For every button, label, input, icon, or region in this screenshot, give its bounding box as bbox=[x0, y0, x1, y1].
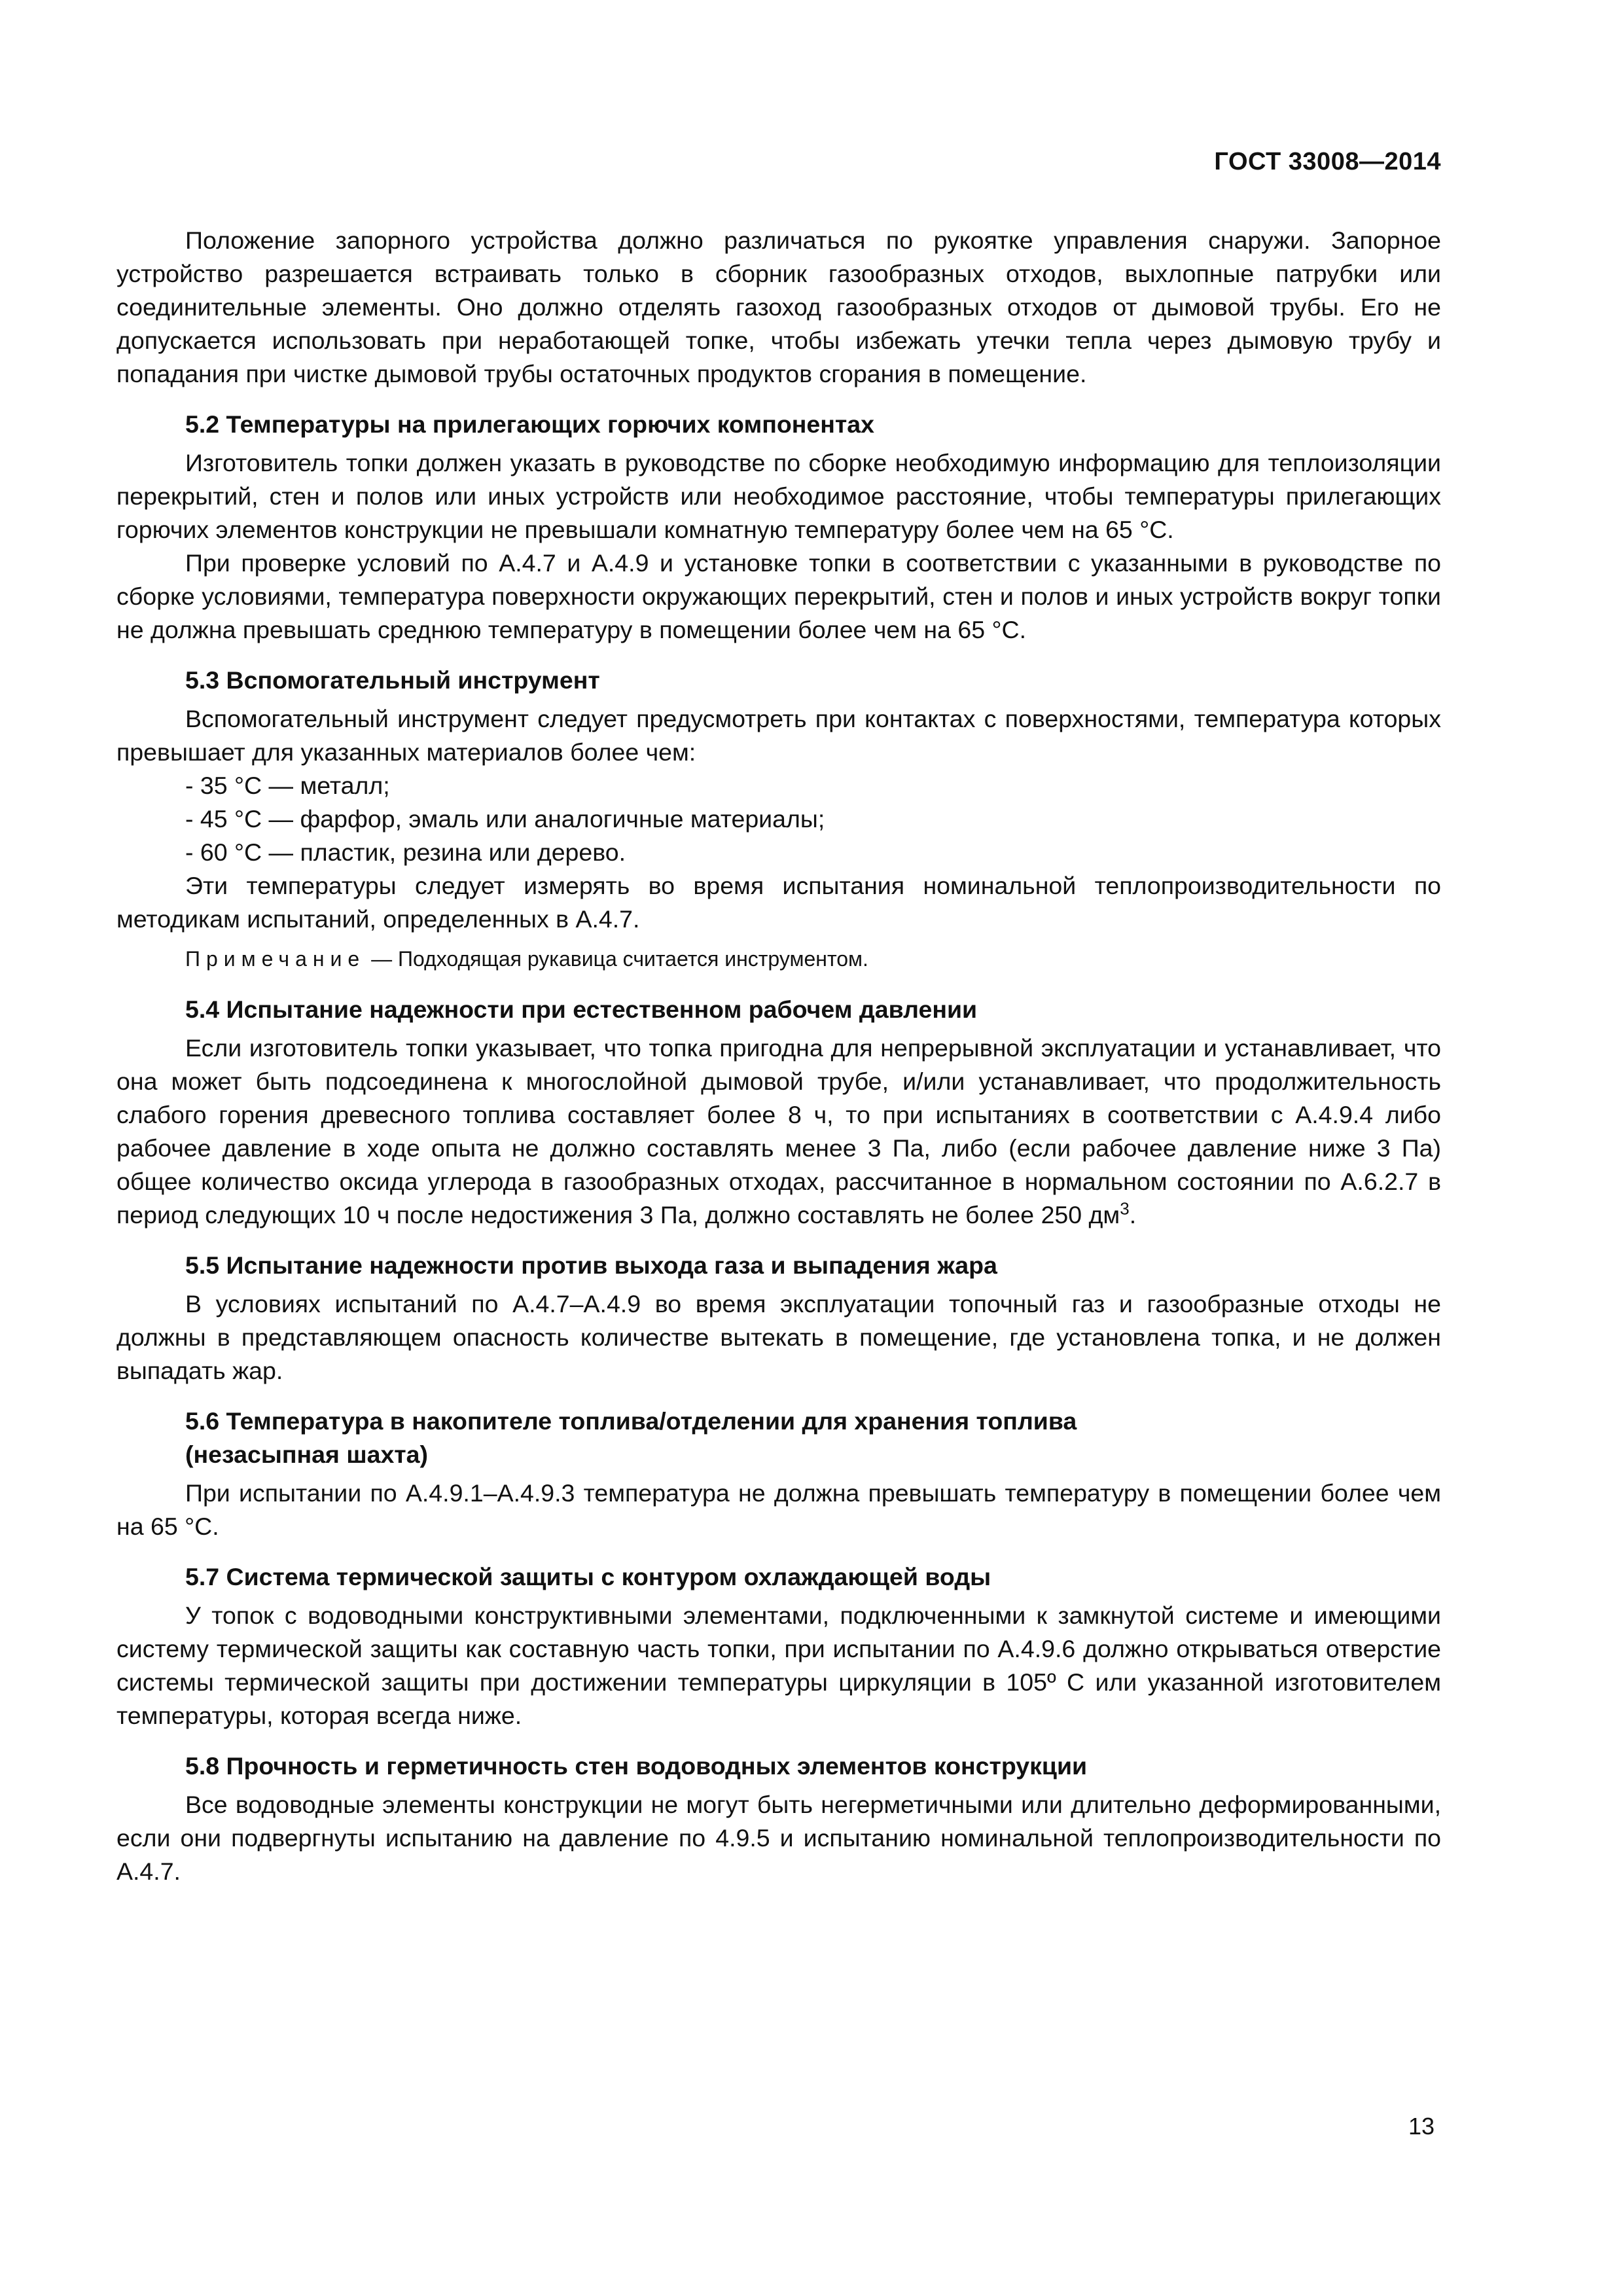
section-5-2-paragraph-1: Изготовитель топки должен указать в руководстве по сборке необходимую информацию для теплоизоляции перекрытий, стен и полов или иных устройств или необходимое расстояние, чтобы температуры прилегающих горючих элементов конструкции не превышали комнатную температуру более чем на 65 °С. bbox=[116, 449, 1441, 543]
section-5-6-paragraph-1: При испытании по А.4.9.1–А.4.9.3 температура не должна превышать температуру в помещении более чем на 65 °С. bbox=[116, 1479, 1441, 1540]
section-5-8-title: 5.8 Прочность и герметичность стен водоводных элементов конструкции bbox=[185, 1752, 1088, 1780]
section-5-4-paragraph-1: Если изготовитель топки указывает, что топка пригодна для непрерывной эксплуатации и устанавливает, что она может быть подсоединена к многослойной дымовой трубе, и/или устанавливает, что продолжительность слабого горения древесного топлива составляет более 8 ч, то при испытаниях в соответствии с А.4.9.4 либо рабочее давление в ходе опыта не должно составлять менее 3 Па, либо (если рабочее давление ниже 3 Па) общее количество оксида углерода в газообразных отходах, рассчитанное в нормальном состоянии по А.6.2.7 в период следующих 10 ч после недостижения 3 Па, должно составлять не более 250 $дм^3$. bbox=[116, 1034, 1441, 1229]
intro-paragraph: Положение запорного устройства должно различаться по рукоятке управления снаружи. Запорное устройство разрешается встраивать только в сборник газообразных отходов, выхлопные патрубки или соединительные элементы. Оно должно отделять газоход газообразных отходов от дымовой трубы. Его не допускается использовать при неработающей топке, чтобы избежать утечки тепла через дымовую трубу и попадания при чистке дымовой трубы остаточных продуктов сгорания в помещение. bbox=[116, 226, 1441, 387]
note-text: — Подходящая рукавица считается инструментом. bbox=[365, 947, 868, 971]
section-5-6-title: 5.6 Температура в накопителе топлива/отделении для хранения топлива (незасыпная шахта) bbox=[185, 1407, 1077, 1468]
document-body bbox=[116, 224, 1441, 1888]
section-5-2-title: 5.2 Температуры на прилегающих горючих компонентах bbox=[185, 410, 875, 438]
section-5-5-title: 5.5 Испытание надежности против выхода газа и выпадения жара bbox=[185, 1251, 997, 1279]
document-header-id: ГОСТ 33008—2014 bbox=[1214, 148, 1441, 175]
note-label: Примечание bbox=[185, 947, 366, 971]
list-item: - 35 °С — металл; bbox=[185, 772, 390, 799]
section-5-4-title: 5.4 Испытание надежности при естественном рабочем давлении bbox=[185, 996, 978, 1023]
section-5-5-paragraph-1: В условиях испытаний по А.4.7–А.4.9 во время эксплуатации топочный газ и газообразные отходы не должны в представляющем опасность количестве вытекать в помещение, где установлена топка, и не должен выпадать жар. bbox=[116, 1290, 1441, 1384]
document-page bbox=[116, 0, 1441, 2296]
list-item: - 45 °С — фарфор, эмаль или аналогичные материалы; bbox=[185, 805, 825, 833]
note bbox=[116, 942, 1441, 976]
section-5-3-paragraph-2: Эти температуры следует измерять во время испытания номинальной теплопроизводительности по методикам испытаний, определенных в А.4.7. bbox=[116, 872, 1441, 933]
section-5-7-title: 5.7 Система термической защиты с контуром охлаждающей воды bbox=[185, 1563, 991, 1590]
section-5-7-paragraph-1: У топок с водоводными конструктивными элементами, подключенными к замкнутой системе и имеющими систему термической защиты как составную часть топки, при испытании по А.4.9.6 должно открываться отверстие системы термической защиты при достижении температуры циркуляции в 105º С или указанной изготовителем температуры, которая всегда ниже. bbox=[116, 1602, 1441, 1729]
section-5-2-paragraph-2: При проверке условий по А.4.7 и А.4.9 и установке топки в соответствии с указанными в руководстве по сборке условиями, температура поверхности окружающих перекрытий, стен и полов и иных устройств вокруг топки не должна превышать среднюю температуру в помещении более чем на 65 °С. bbox=[116, 549, 1441, 643]
page-number: 13 bbox=[1408, 2113, 1435, 2140]
section-5-8-paragraph-1: Все водоводные элементы конструкции не могут быть негерметичными или длительно деформированными, если они подвергнуты испытанию на давление по 4.9.5 и испытанию номинальной теплопроизводительности по А.4.7. bbox=[116, 1791, 1441, 1885]
list-item: - 60 °С — пластик, резина или дерево. bbox=[185, 838, 626, 866]
section-5-3-title: 5.3 Вспомогательный инструмент bbox=[185, 666, 600, 694]
section-5-3-paragraph-1: Вспомогательный инструмент следует предусмотреть при контактах с поверхностями, температура которых превышает для указанных материалов более чем: bbox=[116, 705, 1441, 766]
